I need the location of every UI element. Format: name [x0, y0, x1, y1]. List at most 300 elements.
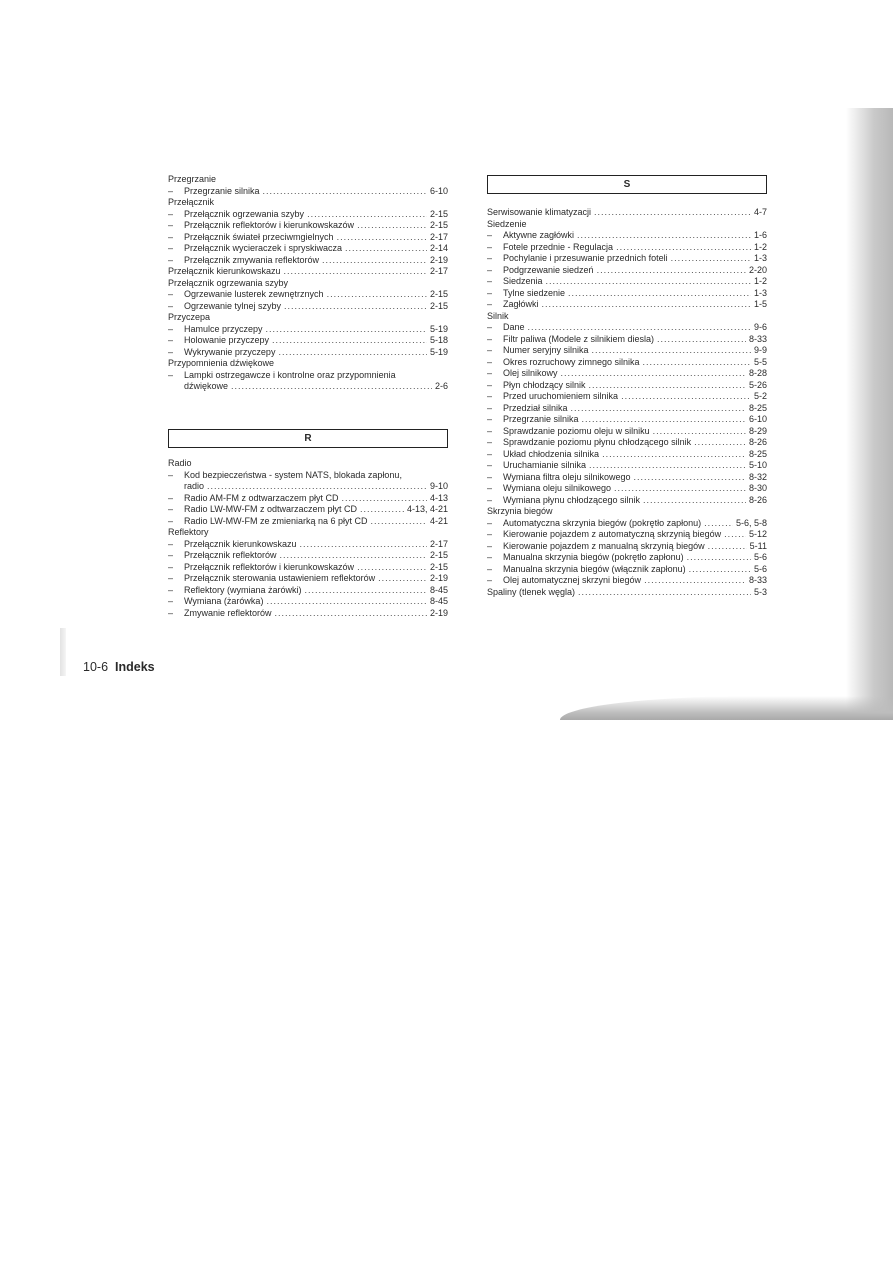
dash-marker: –: [487, 425, 493, 436]
entry-page: 2-19: [429, 607, 448, 618]
index-entry: [168, 220, 448, 232]
dot-leader: [708, 541, 747, 553]
entry-page: 8-45: [429, 596, 448, 606]
index-entry: [487, 334, 767, 346]
index-entry-continuation: [168, 481, 448, 493]
entry-page: 5-12: [748, 529, 767, 539]
index-heading: Siedzenie: [487, 218, 527, 229]
dash-marker: –: [487, 460, 493, 470]
index-entry: [487, 276, 767, 288]
dash-marker: –: [487, 414, 493, 424]
dot-leader: [307, 209, 427, 221]
index-entry: [168, 608, 448, 620]
index-entry: [487, 380, 767, 392]
dot-leader: [589, 380, 746, 392]
index-entry: [487, 288, 767, 300]
entry-page: 8-28: [748, 368, 767, 378]
entry-label: Wymiana oleju silnikowego: [503, 483, 611, 493]
entry-page: 8-29: [748, 425, 767, 436]
entry-page: 8-25: [748, 448, 767, 459]
dash-marker: –: [168, 208, 174, 219]
index-heading: Radio: [168, 458, 192, 468]
dot-leader: [207, 481, 427, 493]
entry-page: 2-20: [748, 264, 767, 275]
dot-leader: [542, 299, 751, 311]
entry-page: 9-6: [753, 322, 767, 332]
entry-label: Olej silnikowy: [503, 368, 558, 378]
dash-marker: –: [487, 333, 493, 344]
index-entry-continuation: [168, 381, 448, 393]
page-number: 10-6: [83, 660, 109, 674]
entry-label: Radio LW-MW-FM z odtwarzaczem płyt CD: [184, 504, 358, 514]
index-entry: [168, 335, 448, 347]
dot-leader: [704, 518, 733, 530]
entry-label: Płyn chłodzący silnik: [503, 379, 586, 390]
dot-leader: [644, 575, 746, 587]
dash-marker: –: [487, 494, 493, 505]
dot-leader: [337, 232, 427, 244]
dash-marker: –: [168, 504, 174, 514]
index-entry: [487, 357, 767, 369]
entry-page: 1-3: [753, 253, 767, 263]
dot-leader: [633, 472, 746, 484]
entry-label: Przełącznik kierunkowskazu: [168, 266, 281, 276]
entry-page: 2-17: [429, 538, 448, 549]
dash-marker: –: [168, 607, 174, 618]
entry-label: Wymiana płynu chłodzącego silnik: [503, 494, 640, 505]
index-entry: [487, 391, 767, 403]
dot-leader: [689, 564, 751, 576]
dash-marker: –: [168, 561, 174, 572]
dash-marker: –: [487, 529, 493, 539]
entry-label: Olej automatycznej skrzyni biegów: [503, 575, 642, 585]
entry-label: Zagłówki: [503, 299, 539, 309]
dot-leader: [278, 347, 427, 359]
entry-label: Sprawdzanie poziomu oleju w silniku: [503, 425, 650, 436]
entry-page: 2-15: [429, 300, 448, 311]
entry-label: Pochylanie i przesuwanie przednich foteli: [503, 253, 668, 263]
index-entry-wrapped: [168, 370, 448, 382]
entry-page: 2-15: [429, 561, 448, 572]
entry-label: Ogrzewanie lusterek zewnętrznych: [184, 289, 324, 299]
index-entry-wrapped: [168, 470, 448, 482]
page-footer: [83, 660, 155, 674]
index-block-s: [487, 207, 767, 598]
dash-marker: –: [487, 264, 493, 275]
dot-leader: [577, 230, 751, 242]
dash-marker: –: [487, 575, 493, 585]
index-entry: [487, 253, 767, 265]
entry-page: 8-30: [748, 483, 767, 493]
letter-divider-r: R: [168, 429, 448, 448]
index-entry: [168, 324, 448, 336]
entry-label: Przedział silnika: [503, 402, 568, 413]
dash-marker: –: [168, 220, 174, 230]
entry-label: dźwiękowe: [184, 381, 229, 391]
entry-page: 5-18: [429, 335, 448, 345]
dot-leader: [578, 587, 751, 599]
dot-leader: [528, 322, 751, 334]
dash-marker: –: [168, 550, 174, 560]
index-heading: Przyczepa: [168, 312, 211, 322]
entry-label: Przełącznik reflektorów: [184, 550, 277, 560]
entry-page: 1-6: [753, 230, 767, 240]
entry-page: 8-25: [748, 402, 767, 413]
index-entry: [168, 243, 448, 255]
entry-label: Przed uruchomieniem silnika: [503, 391, 619, 401]
dot-leader: [594, 207, 751, 219]
entry-page: 2-17: [429, 231, 448, 242]
entry-label: Zmywanie reflektorów: [184, 607, 272, 618]
index-entry: [487, 587, 767, 599]
dot-leader: [571, 403, 746, 415]
entry-page: 6-10: [748, 414, 767, 424]
entry-label: Tylne siedzenie: [503, 287, 566, 298]
index-entry: [168, 266, 448, 278]
dot-leader: [694, 437, 746, 449]
dash-marker: –: [168, 243, 174, 253]
dot-leader: [643, 495, 746, 507]
entry-label: Wymiana filtra oleju silnikowego: [503, 471, 631, 482]
dash-marker: –: [168, 369, 174, 380]
dash-marker: –: [487, 299, 493, 309]
dash-marker: –: [168, 584, 174, 595]
entry-page: 2-19: [429, 254, 448, 265]
dash-marker: –: [487, 517, 493, 528]
index-entry: [487, 242, 767, 254]
dot-leader: [687, 552, 751, 564]
dot-leader: [643, 357, 751, 369]
index-heading: Reflektory: [168, 527, 209, 537]
index-entry: [168, 562, 448, 574]
entry-label: Przegrzanie silnika: [184, 185, 260, 196]
index-entry: [487, 437, 767, 449]
entry-page: 4-13, 4-21: [406, 504, 448, 514]
entry-label-line1: Lampki ostrzegawcze i kontrolne oraz przypomnienia: [184, 369, 396, 380]
dot-leader: [561, 368, 746, 380]
index-heading: Przypomnienia dźwiękowe: [168, 358, 275, 368]
dot-leader: [345, 243, 427, 255]
dot-leader: [724, 529, 746, 541]
entry-page: 5-6, 5-8: [735, 517, 767, 528]
dot-leader: [280, 550, 427, 562]
dash-marker: –: [487, 437, 493, 447]
index-entry: [487, 529, 767, 541]
dot-leader: [327, 289, 427, 301]
entry-page: 8-33: [748, 575, 767, 585]
dash-marker: –: [168, 300, 174, 311]
dash-marker: –: [487, 391, 493, 401]
index-entry: [487, 230, 767, 242]
entry-page: 2-15: [429, 289, 448, 299]
entry-page: 4-7: [753, 207, 767, 217]
entry-label: Przełącznik zmywania reflektorów: [184, 254, 320, 265]
index-entry: [487, 552, 767, 564]
dash-marker: –: [487, 253, 493, 263]
index-entry: [487, 483, 767, 495]
dash-marker: –: [168, 254, 174, 265]
dash-marker: –: [487, 276, 493, 286]
index-left-column: [168, 174, 448, 393]
index-entry: [168, 573, 448, 585]
dot-leader: [546, 276, 751, 288]
dot-leader: [284, 301, 427, 313]
dot-leader: [284, 266, 427, 278]
dash-marker: –: [487, 345, 493, 355]
dot-leader: [371, 516, 427, 528]
entry-page: 2-14: [429, 243, 448, 253]
index-entry: [487, 575, 767, 587]
index-entry: [487, 426, 767, 438]
entry-page: 8-45: [429, 584, 448, 595]
entry-page: 9-10: [429, 481, 448, 491]
index-entry: [168, 301, 448, 313]
page-bottom-shadow: [560, 696, 893, 720]
dot-leader: [266, 596, 427, 608]
entry-page: 5-5: [753, 356, 767, 367]
index-entry: [487, 403, 767, 415]
entry-label: Holowanie przyczepy: [184, 335, 270, 345]
entry-page: 5-6: [753, 552, 767, 562]
entry-label: Dane: [503, 322, 525, 332]
entry-page: 2-15: [429, 208, 448, 219]
dot-leader: [305, 585, 427, 597]
entry-page: 1-5: [753, 299, 767, 309]
dot-leader: [597, 265, 746, 277]
index-entry: [487, 368, 767, 380]
dash-marker: –: [487, 379, 493, 390]
index-heading: Przełącznik ogrzewania szyby: [168, 277, 289, 288]
dot-leader: [616, 242, 751, 254]
entry-label: Numer seryjny silnika: [503, 345, 589, 355]
index-heading: Skrzynia biegów: [487, 506, 553, 516]
entry-page: 5-26: [748, 379, 767, 390]
entry-label: Serwisowanie klimatyzacji: [487, 207, 592, 217]
entry-label: Uruchamianie silnika: [503, 460, 587, 470]
index-entry: [487, 472, 767, 484]
dot-leader: [357, 220, 427, 232]
entry-label: Aktywne zagłówki: [503, 230, 575, 240]
index-left-column-r: [168, 458, 448, 619]
dot-leader: [592, 345, 751, 357]
dot-leader: [272, 335, 427, 347]
entry-label: Przegrzanie silnika: [503, 414, 579, 424]
entry-label: Sprawdzanie poziomu płynu chłodzącego silnik: [503, 437, 692, 447]
dash-marker: –: [487, 368, 493, 378]
dot-leader: [378, 573, 427, 585]
index-block-r: [168, 458, 448, 619]
entry-label: Przełącznik wycieraczek i spryskiwacza: [184, 243, 343, 253]
entry-label: Podgrzewanie siedzeń: [503, 264, 594, 275]
entry-label: Przełącznik reflektorów i kierunkowskazów: [184, 561, 355, 572]
entry-page: 8-32: [748, 471, 767, 482]
index-entry: [168, 347, 448, 359]
entry-label-line1: Kod bezpieczeństwa - system NATS, blokada zapłonu,: [184, 469, 402, 480]
entry-page: 4-13: [429, 492, 448, 503]
index-entry: [487, 564, 767, 576]
entry-page: 1-2: [753, 276, 767, 286]
dot-leader: [231, 381, 432, 393]
entry-label: radio: [184, 481, 205, 491]
dot-leader: [589, 460, 746, 472]
entry-page: 5-19: [429, 346, 448, 357]
entry-label: Radio AM-FM z odtwarzaczem płyt CD: [184, 492, 339, 503]
index-entry: [487, 449, 767, 461]
entry-label: Wymiana (żarówka): [184, 596, 264, 606]
section-title: Indeks: [115, 660, 155, 674]
dash-marker: –: [487, 322, 493, 332]
index-right-column: [487, 207, 767, 598]
letter-divider-s: S: [487, 175, 767, 194]
index-entry: [487, 207, 767, 219]
dash-marker: –: [168, 492, 174, 503]
entry-page: 4-21: [429, 515, 448, 526]
entry-label: Ogrzewanie tylnej szyby: [184, 300, 282, 311]
entry-page: 2-15: [429, 550, 448, 560]
dash-marker: –: [487, 563, 493, 574]
dash-marker: –: [487, 402, 493, 413]
entry-page: 9-9: [753, 345, 767, 355]
entry-label: Manualna skrzynia biegów (włącznik zapłonu): [503, 563, 686, 574]
dot-leader: [322, 255, 427, 267]
index-entry: [168, 585, 448, 597]
entry-label: Automatyczna skrzynia biegów (pokrętło zapłonu): [503, 517, 702, 528]
dash-marker: –: [168, 538, 174, 549]
dash-marker: –: [487, 230, 493, 240]
entry-label: Reflektory (wymiana żarówki): [184, 584, 302, 595]
entry-page: 5-3: [753, 586, 767, 597]
dot-leader: [300, 539, 427, 551]
index-heading: Silnik: [487, 310, 509, 321]
index-entry: [168, 186, 448, 198]
dash-marker: –: [487, 287, 493, 298]
index-entry: [168, 596, 448, 608]
entry-label: Fotele przednie - Regulacja: [503, 241, 614, 252]
entry-page: 8-26: [748, 494, 767, 505]
index-entry: [487, 518, 767, 530]
dash-marker: –: [168, 346, 174, 357]
entry-label: Przełącznik ogrzewania szyby: [184, 208, 305, 219]
entry-page: 2-6: [434, 381, 448, 391]
dot-leader: [275, 608, 427, 620]
dot-leader: [671, 253, 751, 265]
index-entry: [487, 322, 767, 334]
dash-marker: –: [487, 241, 493, 252]
dot-leader: [568, 288, 751, 300]
entry-page: 5-11: [749, 540, 767, 551]
entry-page: 6-10: [429, 185, 448, 196]
index-entry: [168, 539, 448, 551]
dash-marker: –: [168, 573, 174, 583]
dash-marker: –: [168, 515, 174, 526]
entry-label: Kierowanie pojazdem z automatyczną skrzynią biegów: [503, 529, 722, 539]
entry-label: Hamulce przyczepy: [184, 323, 263, 334]
dot-leader: [614, 483, 746, 495]
entry-label: Okres rozruchowy zimnego silnika: [503, 356, 640, 367]
index-entry: [487, 460, 767, 472]
entry-label: Przełącznik kierunkowskazu: [184, 538, 297, 549]
page-edge-shadow: [846, 108, 893, 720]
index-heading: Przegrzanie: [168, 174, 217, 184]
dot-leader: [342, 493, 427, 505]
index-entry: [168, 255, 448, 267]
dash-marker: –: [168, 231, 174, 242]
entry-label: Radio LW-MW-FM ze zmieniarką na 6 płyt CD: [184, 515, 368, 526]
dot-leader: [653, 426, 746, 438]
entry-page: 8-33: [748, 333, 767, 344]
entry-label: Filtr paliwa (Modele z silnikiem diesla): [503, 333, 655, 344]
entry-page: 1-2: [753, 241, 767, 252]
index-block-p: [168, 174, 448, 393]
dash-marker: –: [487, 471, 493, 482]
index-entry: [487, 265, 767, 277]
index-entry: [168, 504, 448, 516]
index-entry: [487, 414, 767, 426]
dot-leader: [357, 562, 427, 574]
index-entry: [168, 550, 448, 562]
entry-page: 2-15: [429, 220, 448, 230]
dash-marker: –: [487, 552, 493, 562]
index-entry: [168, 289, 448, 301]
entry-page: 5-10: [748, 460, 767, 470]
dash-marker: –: [168, 335, 174, 345]
entry-page: 5-19: [429, 323, 448, 334]
entry-page: 5-2: [753, 391, 767, 401]
dot-leader: [621, 391, 751, 403]
dot-leader: [360, 504, 404, 516]
index-heading: Przełącznik: [168, 197, 215, 207]
entry-label: Układ chłodzenia silnika: [503, 448, 600, 459]
dash-marker: –: [487, 356, 493, 367]
index-entry: [168, 209, 448, 221]
index-entry: [487, 299, 767, 311]
entry-page: 1-3: [753, 287, 767, 298]
index-entry: [168, 493, 448, 505]
dash-marker: –: [168, 185, 174, 196]
index-entry: [487, 345, 767, 357]
entry-page: 5-6: [753, 563, 767, 574]
entry-label: Kierowanie pojazdem z manualną skrzynią biegów: [503, 540, 705, 551]
dash-marker: –: [487, 483, 493, 493]
entry-label: Przełącznik reflektorów i kierunkowskazów: [184, 220, 355, 230]
entry-label: Wykrywanie przyczepy: [184, 346, 276, 357]
dash-marker: –: [168, 469, 174, 480]
entry-label: Spaliny (tlenek węgla): [487, 586, 576, 597]
dash-marker: –: [487, 448, 493, 459]
entry-page: 8-26: [748, 437, 767, 447]
dash-marker: –: [168, 323, 174, 334]
dot-leader: [266, 324, 427, 336]
dash-marker: –: [487, 540, 493, 551]
index-entry: [487, 541, 767, 553]
page-margin-mark: [60, 628, 66, 676]
index-entry: [487, 495, 767, 507]
entry-page: 2-17: [429, 266, 448, 276]
dot-leader: [602, 449, 746, 461]
dash-marker: –: [168, 596, 174, 606]
dot-leader: [657, 334, 746, 346]
dash-marker: –: [168, 289, 174, 299]
dot-leader: [582, 414, 746, 426]
dot-leader: [263, 186, 427, 198]
entry-page: 2-19: [429, 573, 448, 583]
index-entry: [168, 516, 448, 528]
entry-label: Przełącznik świateł przeciwmgielnych: [184, 231, 334, 242]
entry-label: Manualna skrzynia biegów (pokrętło zapłonu): [503, 552, 684, 562]
entry-label: Siedzenia: [503, 276, 543, 286]
entry-label: Przełącznik sterowania ustawieniem reflektorów: [184, 573, 376, 583]
index-entry: [168, 232, 448, 244]
